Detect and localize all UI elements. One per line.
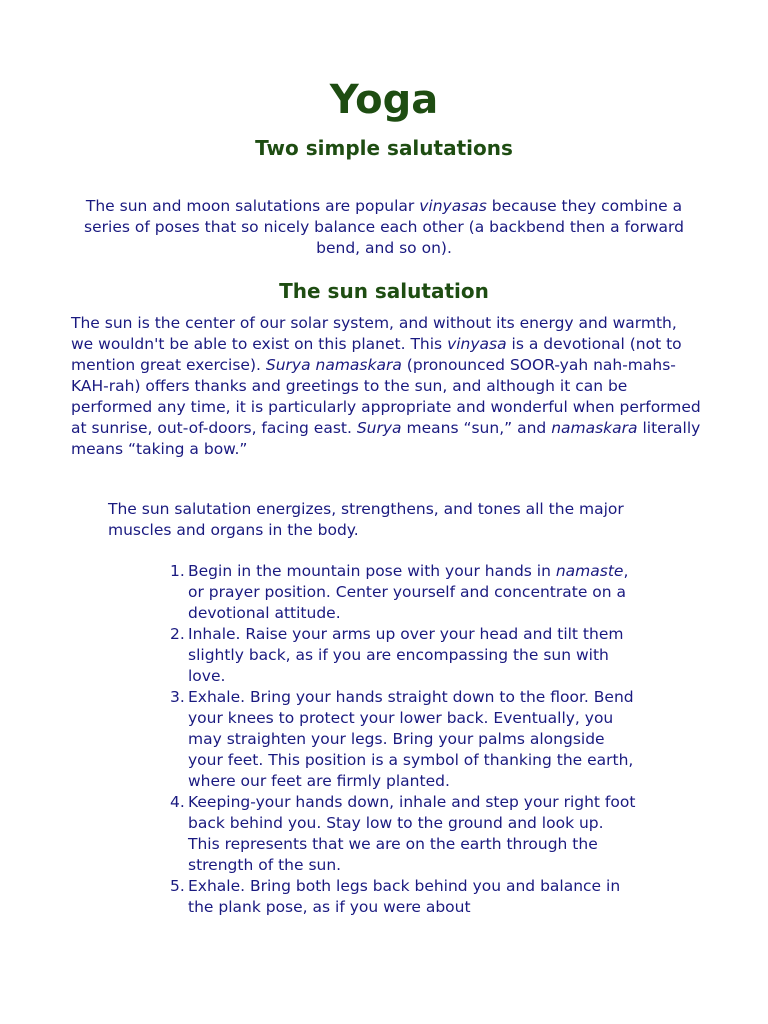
body-term-vinyasa: vinyasa xyxy=(447,335,507,353)
page-subtitle: Two simple salutations xyxy=(255,136,513,160)
step-text: Inhale. Raise your arms up over your head and tilt them slightly back, as if you are encompassing the sun with love. xyxy=(188,625,624,685)
list-item xyxy=(170,624,640,687)
list-item xyxy=(170,561,640,624)
intro-paragraph xyxy=(80,196,688,259)
intro-term-vinyasas: vinyasas xyxy=(419,197,487,215)
list-item xyxy=(170,792,640,876)
step-text: Exhale. Bring your hands straight down to the floor. Bend your knees to protect your lower back. Eventually, you may straighten your legs. Bring your palms alongside your feet. This position is a symbol of thanking the earth, where our feet are firmly planted. xyxy=(188,688,634,790)
step-number: 5. xyxy=(170,877,185,895)
step-number: 1. xyxy=(170,562,185,580)
section-heading: The sun salutation xyxy=(279,279,489,303)
steps-list xyxy=(170,561,640,918)
body-text: means “sun,” and xyxy=(401,419,552,437)
step-number: 3. xyxy=(170,688,185,706)
step-term-namaste: namaste xyxy=(555,562,624,580)
body-term-surya-namaskara: Surya namaskara xyxy=(265,356,402,374)
body-text: (pronounced SOOR-yah nah-mahs-KAH-rah) offers thanks and greetings to the sun, and although it can be performed any time, it is particularly appropriate and wonderful when performed at sunrise, out-of-doors, facing east. xyxy=(71,356,701,437)
body-text: The sun is the center of our solar system, and without its energy and warmth, we wouldn't be able to exist on this planet. This xyxy=(71,314,677,353)
body-text: is a devotional (not to mention great exercise). xyxy=(71,335,682,374)
step-number: 2. xyxy=(170,625,185,643)
body-term-namaskara: namaskara xyxy=(551,419,638,437)
body-text: literally means “taking a bow.” xyxy=(71,419,701,458)
step-text: Begin in the mountain pose with your hands in xyxy=(188,562,556,580)
intro-text: The sun and moon salutations are popular xyxy=(85,197,420,215)
body-paragraph xyxy=(71,313,701,460)
step-text: Keeping-your hands down, inhale and step your right foot back behind you. Stay low to the ground and look up. This represents that we are on the earth through the strength of the sun. xyxy=(188,793,636,874)
step-text: Exhale. Bring both legs back behind you and balance in the plank pose, as if you were about xyxy=(188,877,621,916)
intro-text: because they combine a series of poses that so nicely balance each other (a backbend then a forward bend, and so on). xyxy=(84,197,684,257)
list-item xyxy=(170,876,640,918)
body-term-surya: Surya xyxy=(356,419,402,437)
page-title: Yoga xyxy=(329,77,439,123)
indented-paragraph: The sun salutation energizes, strengthens, and tones all the major muscles and organs in the body. xyxy=(108,500,624,539)
list-item xyxy=(170,687,640,792)
step-text: , or prayer position. Center yourself and concentrate on a devotional attitude. xyxy=(188,562,629,622)
step-number: 4. xyxy=(170,793,185,811)
